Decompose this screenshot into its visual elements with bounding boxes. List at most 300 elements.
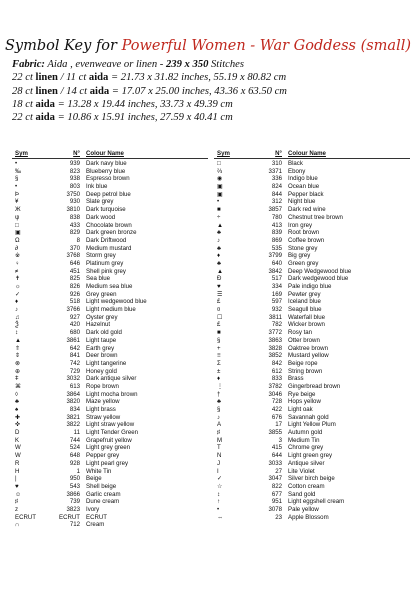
symbol: ⊕ [15,367,21,375]
floss-number: 825 [69,275,80,283]
table-row [12,352,208,360]
table-row [214,375,410,383]
floss-number: 782 [271,321,282,329]
floss-number: 420 [69,321,80,329]
table-row [12,375,208,383]
symbol: ♣ [15,398,19,406]
colour-name: Light eggshell cream [288,498,345,506]
floss-number: 535 [271,244,282,252]
symbol: ♪ [217,236,221,244]
floss-number: 823 [69,167,80,175]
symbol: ♥ [217,283,221,290]
symbol: ⇔ [217,513,224,521]
floss-number: 3842 [268,267,282,275]
symbol: • [217,198,220,206]
fabric-text: Aida , evenweave or linen - [44,59,166,70]
colour-name: Maze yellow [86,398,120,406]
colour-name: Medium Tin [288,436,320,444]
floss-number: 3855 [268,429,282,437]
symbol: M [217,436,223,444]
page-title [0,38,416,54]
symbol: ♣ [217,398,221,406]
symbol: ↕ [15,329,19,337]
floss-number: 932 [271,306,282,314]
colour-name: Ebony [288,167,306,175]
symbol: Ѯ [15,321,19,329]
fabric-type: aida [35,112,55,124]
colour-name: Deer brown [86,352,118,360]
floss-number: 3861 [66,336,80,344]
floss-number: 3032 [66,375,80,383]
colour-name: Savannah gold [288,413,329,421]
colour-name: Beige [86,475,102,483]
table-row [12,175,208,183]
floss-number: 928 [69,459,80,467]
floss-number: 642 [69,344,80,352]
table-row [12,321,208,329]
floss-number: 334 [271,283,282,290]
table-row [12,337,208,345]
table-row [12,460,208,468]
floss-number: 413 [271,221,282,229]
stitch-suffix: Stitches [208,59,244,70]
symbol: ♯ [217,429,221,437]
symbol: § [217,336,221,344]
symbol: D [15,429,20,437]
symbol: • [15,183,18,191]
title-prefix: Symbol Key for [4,38,122,54]
table-row [12,498,208,506]
colour-name: Dark navy blue [86,160,127,167]
floss-number: 927 [69,313,80,321]
symbol: ≡ [217,352,221,360]
colour-name: Light grey green [86,444,131,452]
floss-number: 8 [76,236,80,244]
table-row [12,483,208,491]
table-row [214,452,410,460]
floss-number: 712 [69,521,80,529]
colour-name: Pepper grey [86,452,120,460]
floss-number: 3768 [66,252,80,260]
dimensions: = 13.28 x 19.44 inches, 33.73 x 49.39 cm [54,98,233,110]
colour-name: Shell beige [86,482,117,490]
table-row [12,275,208,283]
floss-number: 3866 [66,490,80,498]
symbol: H [15,467,20,475]
colour-name: Light taupe [86,336,117,344]
table-row [12,206,208,214]
fabric-label: Fabric: [12,59,45,70]
table-row [12,452,208,460]
symbol: ψ [15,213,20,221]
table-row [214,368,410,376]
table-header [12,150,208,159]
symbol: ‰ [15,167,22,175]
floss-number: 1 [76,467,80,475]
symbol: ↕ [217,490,221,498]
floss-number: 826 [69,283,80,290]
floss-number: 3811 [268,313,282,321]
count: 22 ct [12,72,36,84]
table-row [12,475,208,483]
floss-number: 433 [69,221,80,229]
colour-name: Sand gold [288,490,316,498]
table-row [12,421,208,429]
colour-name: Deep Wedgewood blue [288,267,352,275]
floss-number: 3750 [66,190,80,198]
symbol: ≠ [15,267,19,275]
colour-name: Light brass [86,406,116,413]
table-row [214,391,410,399]
floss-number: 3823 [66,505,80,513]
table-row [214,206,410,214]
colour-name: Cotton cream [288,482,325,490]
symbol: ♠ [15,406,19,413]
fabric-type-2: aida [89,85,110,97]
floss-number: 518 [69,298,80,306]
colour-name: Deep petrol blue [86,190,131,198]
floss-number: 926 [69,290,80,298]
floss-number: 27 [275,467,282,475]
symbol: ⊗ [15,359,21,367]
symbol: § [217,406,221,413]
colour-name: Dark green bronze [86,229,137,237]
floss-number: 838 [69,213,80,221]
floss-number: 680 [69,329,80,337]
floss-number: 803 [69,183,80,191]
fabric-type: aida [35,98,55,110]
colour-name: Dark antique silver [86,375,137,383]
floss-number: 742 [69,359,80,367]
table-row [214,160,410,168]
symbol: § [15,175,19,183]
table-row [12,468,208,476]
count-mid: / 11 ct [57,72,89,84]
floss-number: 3863 [268,336,282,344]
symbol: ♣ [217,229,221,237]
table-row [12,521,208,529]
colour-name: Brass [288,375,304,383]
table-row [214,214,410,222]
floss-number: 829 [69,229,80,237]
colour-name: Dark turquoise [86,206,126,214]
symbol: Þ [15,190,20,198]
symbol: ♯ [15,498,19,506]
colour-name: Autumn gold [288,429,323,437]
floss-number: 648 [69,452,80,460]
symbol: ✜ [15,421,21,429]
table-row [12,429,208,437]
colour-name: Platinum grey [86,259,124,267]
count: 28 ct [12,85,36,97]
colour-name: Honey gold [86,367,117,375]
table-row [214,260,410,268]
table-row [214,252,410,260]
floss-number: 3 [278,436,282,444]
table-row [12,444,208,452]
symbol: | [15,475,17,483]
table-row [214,491,410,499]
table-row [214,175,410,183]
table-row [214,383,410,391]
colour-name: Iceland blue [288,298,321,306]
symbol: ♪ [217,413,221,421]
symbol: R [15,459,20,467]
colour-name: Otter brown [288,336,320,344]
symbol: ♦ [15,298,19,306]
symbol: ✓ [217,475,223,483]
header-sym: Sym [15,150,28,157]
colour-name: White Tin [86,467,112,475]
fabric-info [12,58,412,124]
colour-name: Espresso brown [86,175,130,183]
symbol: ☺ [15,490,22,498]
table-row [214,298,410,306]
floss-number: 729 [69,367,80,375]
colour-name: Lite Violet [288,467,315,475]
table-row [12,214,208,222]
symbol: □ [217,160,221,167]
colour-name: Grey green [86,290,117,298]
symbol: ♫ [15,313,20,321]
symbol: J [217,459,221,467]
table-row [214,444,410,452]
table-row [214,345,410,353]
colour-name: Silver birch beige [288,475,335,483]
symbol: ■ [217,206,221,214]
table-row [214,414,410,422]
floss-number: 822 [271,482,282,490]
colour-name: Light straw yellow [86,421,135,429]
symbol: T [217,444,221,452]
floss-number: ECRUT [59,513,80,521]
table-row [214,337,410,345]
floss-number: 3033 [268,459,282,467]
colour-name: Grapefruit yellow [86,436,132,444]
table-row [214,168,410,176]
table-row [12,160,208,168]
colour-name: Light oak [288,406,313,413]
table-row [214,237,410,245]
floss-number: 950 [69,475,80,483]
colour-name: Black [288,160,303,167]
symbol: ⅔ [217,167,223,175]
fabric-count-line [12,98,412,111]
symbol: Σ [217,359,221,367]
fabric-count-line [12,85,412,98]
symbol: ¤ [217,306,221,314]
symbol: ∩ [15,521,20,529]
colour-name: Storm grey [86,252,116,260]
floss-number: 336 [271,175,282,183]
symbol: Ж [15,206,21,214]
table-row [12,298,208,306]
table-row [12,191,208,199]
symbol: ▣ [15,229,21,237]
colour-name: Chocolate brown [86,221,132,229]
symbol: ♥ [15,482,19,490]
symbol: + [217,344,221,352]
table-row [12,414,208,422]
table-row [214,475,410,483]
colour-name: Medium mustard [86,244,132,252]
colour-name: Hazelnut [86,321,111,329]
colour-name: Ocean blue [288,183,320,191]
table-row [12,514,208,522]
floss-number: 839 [271,229,282,237]
colour-name: Straw yellow [86,413,121,421]
colour-name: Light Tender Green [86,429,139,437]
floss-number: 3822 [66,421,80,429]
floss-number: 17 [275,421,282,429]
colour-name: Oaktree brown [288,344,328,352]
floss-number: 3852 [268,352,282,360]
floss-number: 3820 [66,398,80,406]
table-row [214,329,410,337]
floss-number: 3821 [66,413,80,421]
table-row [12,237,208,245]
table-row [12,268,208,276]
floss-number: 3799 [268,252,282,260]
colour-name: ECRUT [86,513,107,521]
symbol: ▲ [217,221,224,229]
colour-name: Blueberry blue [86,167,126,175]
fabric-type: linen [35,72,58,84]
colour-name: Chrome grey [288,444,324,452]
table-row [12,245,208,253]
colour-name: Stone grey [288,244,318,252]
colour-name: Apple Blossom [288,513,329,521]
colour-name: Garlic cream [86,490,121,498]
floss-number: 451 [69,267,80,275]
floss-number: 415 [271,444,282,452]
floss-number: 824 [271,183,282,191]
table-row [12,329,208,337]
symbol: ☰ [217,290,223,298]
floss-number: 169 [271,290,282,298]
symbol-table-right [214,150,410,521]
table-row [214,222,410,230]
colour-name: Hops yellow [288,398,321,406]
count: 22 ct [12,112,36,124]
fabric-count-line [12,71,412,84]
table-row [214,360,410,368]
colour-name: Rye beige [288,390,316,398]
symbol: ♣ [217,244,221,252]
colour-name: Light pearl grey [86,459,129,467]
colour-name: Earth grey [86,344,115,352]
table-row [214,483,410,491]
symbol: ⋮ [217,382,224,390]
colour-name: Waterfall blue [288,313,326,321]
symbol: ǂ [15,375,19,383]
header-sym: Sym [217,150,230,157]
title-pattern-name: Powerful Women - War Goddess (small) [121,38,412,54]
floss-number: 3772 [268,329,282,337]
colour-name: Rope brown [86,382,119,390]
floss-number: 517 [271,275,282,283]
floss-number: 939 [69,160,80,167]
colour-name: Dune cream [86,498,120,506]
symbol: ◉ [217,175,223,183]
floss-number: 612 [271,367,282,375]
floss-number: 3857 [268,206,282,214]
table-row [214,506,410,514]
table-row [214,398,410,406]
floss-number: 3782 [268,382,282,390]
floss-number: 524 [69,444,80,452]
symbol: Ð [217,275,222,283]
floss-number: 842 [271,359,282,367]
symbol: ♣ [217,259,221,267]
symbol-table-left [12,150,208,529]
symbol: A [217,421,222,429]
colour-name: Dark Driftwood [86,236,127,244]
floss-number: 833 [271,375,282,383]
symbol: K [15,436,20,444]
floss-number: 3078 [268,505,282,513]
colour-name: Antique silver [288,459,325,467]
table-row [214,245,410,253]
colour-name: Beige rope [288,359,318,367]
symbol: ECRUT [15,513,36,521]
dimensions: = 21.73 x 31.82 inches, 55.19 x 80.82 cm [108,72,287,84]
floss-number: 370 [69,244,80,252]
symbol: ▲ [15,336,22,344]
symbol: ☆ [217,482,223,490]
header-colour-name: Colour Name [86,150,124,157]
table-row [214,352,410,360]
colour-name: Big grey [288,252,311,260]
colour-name: Mustard yellow [288,352,329,360]
floss-number: 744 [69,436,80,444]
table-row [214,191,410,199]
table-row [214,268,410,276]
colour-name: Light green grey [288,452,333,460]
table-row [214,275,410,283]
floss-number: 3766 [66,306,80,314]
symbol: ÷ [217,213,221,221]
symbol: ⇑ [15,344,21,352]
floss-number: 597 [271,298,282,306]
floss-number: 310 [271,160,282,167]
colour-name: Dark old gold [86,329,122,337]
table-row [12,491,208,499]
fabric-type: linen [35,85,58,97]
table-row [214,406,410,414]
table-row [12,368,208,376]
table-row [214,283,410,291]
dimensions: = 10.86 x 15.91 inches, 27.59 x 40.41 cm [54,112,233,124]
table-row [12,360,208,368]
table-row [12,398,208,406]
floss-number: 677 [271,490,282,498]
floss-number: 3810 [66,206,80,214]
symbol: ✚ [15,413,21,421]
colour-name: Pepper black [288,190,324,198]
table-row [214,183,410,191]
floss-number: 3864 [66,390,80,398]
table-row [12,291,208,299]
colour-name: Coffee brown [288,236,325,244]
floss-number: 869 [271,236,282,244]
fabric-type-2: aida [88,72,109,84]
symbol: ◊ [15,390,19,398]
table-row [214,437,410,445]
floss-number: 646 [69,259,80,267]
table-row [12,314,208,322]
header-num: N° [275,150,282,157]
